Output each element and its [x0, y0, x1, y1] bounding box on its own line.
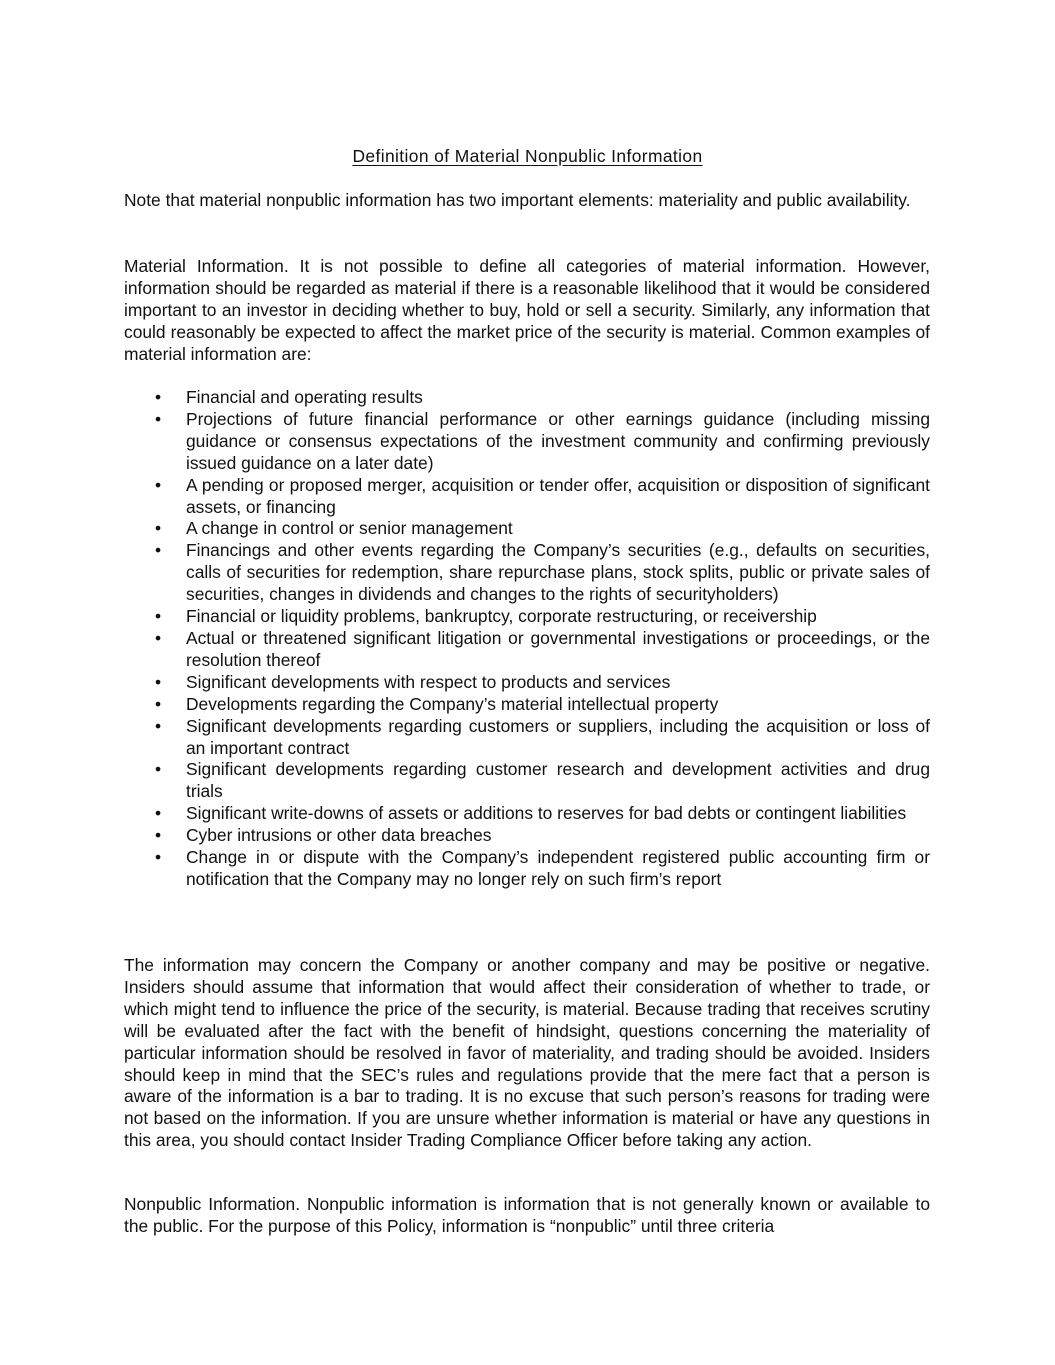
- material-information-paragraph: Material Information. It is not possible to define all categories of material information. However, information should be regarded as material if there is a reasonable likelihood that it would be considered important to an investor in deciding whether to buy, hold or sell a security. Similarly, any information that could reasonably be expected to affect the market price of the security is material. Common examples of material information are:: [124, 256, 930, 364]
- material-example-item: [0, 606, 930, 628]
- material-example-item: [0, 803, 930, 825]
- material-example-text: Cyber intrusions or other data breaches: [186, 825, 492, 846]
- page-title: [0, 146, 1055, 168]
- bullet-icon: •: [155, 715, 162, 736]
- material-example-text: A change in control or senior management: [186, 518, 513, 539]
- bullet-icon: •: [155, 693, 162, 714]
- bullet-icon: •: [155, 759, 162, 780]
- material-example-text: Financial and operating results: [186, 387, 423, 407]
- material-example-text: Developments regarding the Company’s material intellectual property: [186, 693, 719, 714]
- material-example-item: [0, 409, 930, 475]
- material-example-text: Significant developments regarding customers or suppliers, including the acquisition or loss of an important contract: [186, 715, 930, 758]
- bullet-icon: •: [155, 540, 162, 561]
- material-example-text: Significant developments with respect to products and services: [186, 671, 671, 692]
- material-example-item: [0, 716, 930, 760]
- material-example-item: [0, 475, 930, 519]
- material-example-item: [0, 672, 930, 694]
- material-example-text: A pending or proposed merger, acquisition or tender offer, acquisition or disposition of significant assets, or financing: [186, 474, 930, 517]
- material-example-text: Financial or liquidity problems, bankruptcy, corporate restructuring, or receivership: [186, 606, 817, 627]
- bullet-icon: •: [155, 825, 162, 846]
- bullet-icon: •: [155, 627, 162, 648]
- material-examples-list: [0, 387, 930, 891]
- material-example-text: Change in or dispute with the Company’s independent registered public accounting firm or notification that the Company may no longer rely on such firm’s report: [186, 847, 930, 889]
- material-example-item: [0, 694, 930, 716]
- intro-paragraph: Note that material nonpublic information has two important elements: materiality and public availability.: [124, 190, 911, 210]
- page-title-text: Definition of Material Nonpublic Information: [352, 146, 703, 166]
- bullet-icon: •: [155, 847, 162, 868]
- material-example-text: Financings and other events regarding the Company’s securities (e.g., defaults on securities, calls of securities for redemption, share repurchase plans, stock splits, public or private sales of securities, changes in dividends and changes to the rights of securityholders): [186, 540, 930, 605]
- material-example-item: [0, 825, 930, 847]
- bullet-icon: •: [155, 408, 162, 429]
- bullet-icon: •: [155, 803, 162, 824]
- material-example-text: Actual or threatened significant litigation or governmental investigations or proceedings, or the resolution thereof: [186, 627, 930, 670]
- material-example-item: [0, 628, 930, 672]
- materiality-guidance-paragraph: The information may concern the Company or another company and may be positive or negative. Insiders should assume that information that would affect their consideration of whether to trade, or which might tend to influence the price of the security, is material. Because trading that receives scrutiny will be evaluated after the fact with the benefit of hindsight, questions concerning the materiality of particular information should be resolved in favor of materiality, and trading should be avoided. Insiders should keep in mind that the SEC’s rules and regulations provide that the mere fact that a person is aware of the information is a bar to trading. It is no excuse that such person’s reasons for trading were not based on the information. If you are unsure whether information is material or have any questions in this area, you should contact Insider Trading Compliance Officer before taking any action.: [124, 955, 930, 1151]
- bullet-icon: •: [155, 387, 162, 407]
- bullet-icon: •: [155, 606, 162, 627]
- material-example-text: Significant developments regarding customer research and development activities and drug trials: [186, 759, 930, 802]
- material-example-item: [0, 518, 930, 540]
- bullet-icon: •: [155, 671, 162, 692]
- material-example-item: [0, 847, 930, 891]
- bullet-icon: •: [155, 518, 162, 539]
- material-example-text: Projections of future financial performance or other earnings guidance (including missing guidance or consensus expectations of the investment community and confirming previously issued guidance on a later date): [186, 408, 930, 473]
- material-example-item: [0, 387, 930, 409]
- material-example-text: Significant write-downs of assets or additions to reserves for bad debts or contingent liabilities: [186, 803, 907, 824]
- material-example-item: [0, 540, 930, 606]
- material-example-item: [0, 759, 930, 803]
- nonpublic-information-paragraph: Nonpublic Information. Nonpublic information is information that is not generally known or available to the public. For the purpose of this Policy, information is “nonpublic” until three criteria: [124, 1194, 930, 1236]
- bullet-icon: •: [155, 474, 162, 495]
